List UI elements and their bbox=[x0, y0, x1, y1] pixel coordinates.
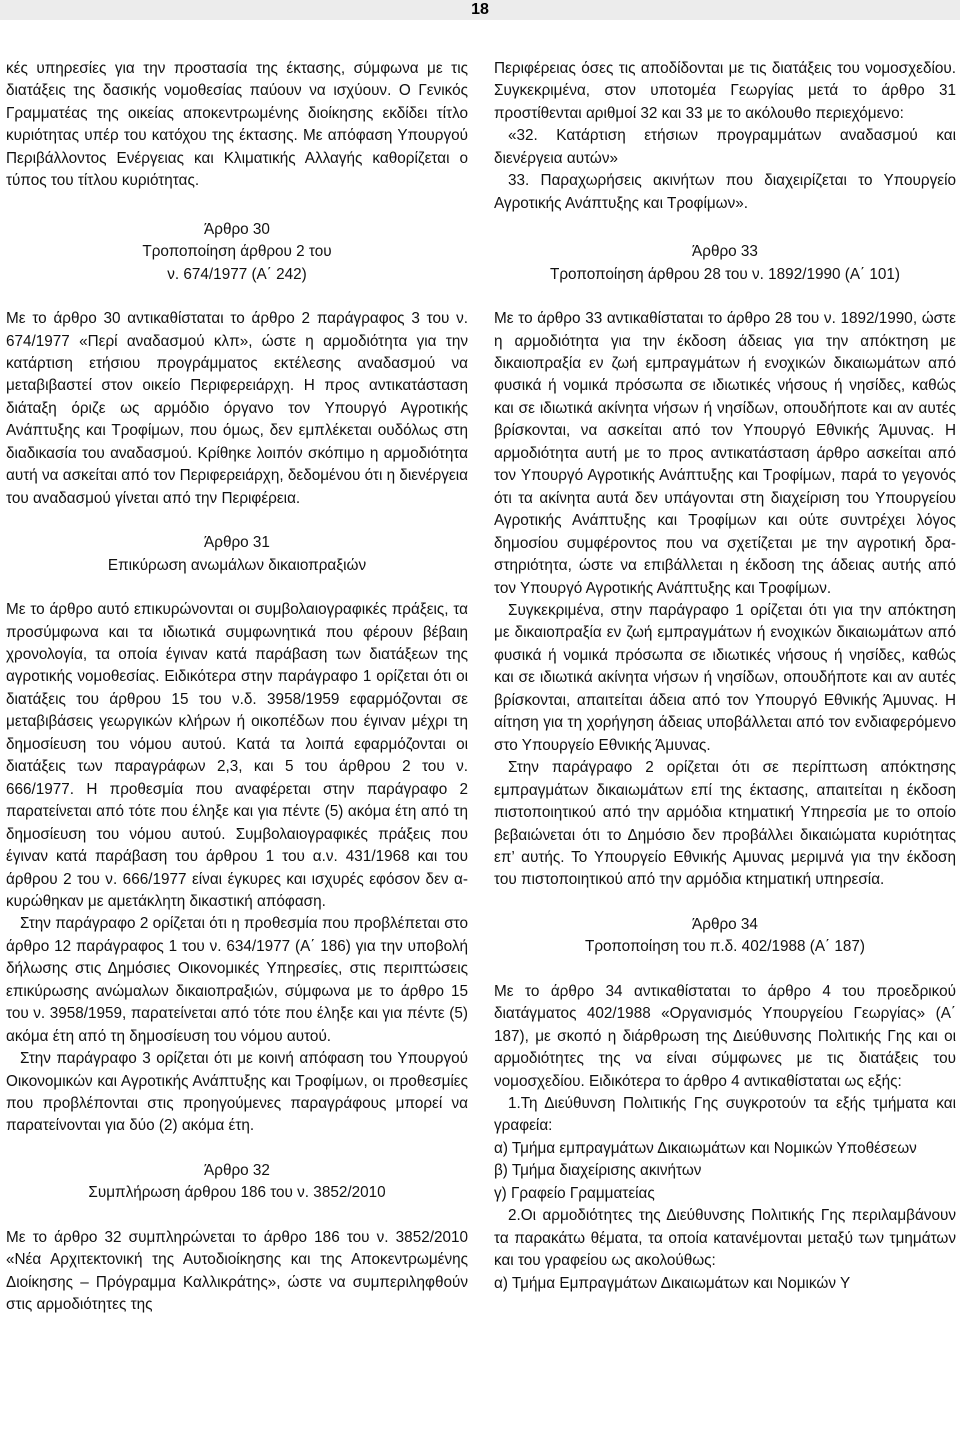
article-31-title: Άρθρο 31 bbox=[204, 534, 270, 552]
intro-paragraph: κές υπηρεσίες για την προστασία της έκτασης, σύμφωνα με τις διατάξεις της δασικής νομοθεσίας παύουν να ισχύουν. Ο Γενικός Γραμματέας της οικείας αποκεντρωμένης διοίκησης εκδίδει τίτλο κυριότητας υπέρ του κατόχου της έκτασης. Με απόφαση Υπουργού Περιβάλλοντος Ενέργειας και Κλιματικής Αλλαγής καθορίζεται ο τύπος του τίτλου κυριότητας. bbox=[6, 60, 468, 190]
list-item-a: α) Τμήμα εμπραγμάτων Δικαιωμάτων και Νομικών Υποθέσεων bbox=[494, 1139, 917, 1157]
article-33-paragraph-1: Με το άρθρο 33 αντικαθίσταται το άρθρο 28 του ν. 1892/1990, ώστε η αρμοδιότητα για την έκδοση άδειας για την απόκτηση με δικαιοπραξία εν ζωή εμπραγμάτων ή ενοχικών δικαιωμάτων από φυσικά ή νομικά πρόσωπα σε ιδιωτικές νήσους ή νησίδες, καθώς και σε ιδιωτικά ακίνητα νήσων ή νησίδων, οπουδήποτε και αν αυτές βρίσκονται, να ασκείται από τον Υπουργό Εθνικής Άμυνας. Η αρμοδιότητα αυτή με το προς αντικατάσταση άρθρο ασκείται από τον Υπουργό Αγροτικής Ανάπτυξης και Τροφίμων, παρά το γεγονός ότι τα ακίνητα αυτά δεν υπάγονται στη διαχείριση του Υπουργείου Αγροτικής Ανάπτυξης και Τροφίμων και ούτε συντρέχει λόγος δημοσίου συμφέροντος που να σχετίζεται με την αγροτική δραστηριότητα, ώστε να επιβάλλεται η έκδοση της άδειας αυτής από τον Υπουργό Αγροτικής Ανάπτυξης και Τροφίμων. bbox=[494, 310, 956, 597]
article-30-subtitle-line1: Τροποποίηση άρθρου 2 του bbox=[142, 243, 332, 261]
intro-paragraph: Περιφέρειας όσες τις αποδίδονται με τις διατάξεις του νομοσχεδίου. Συγκεκριμένα, στον υποτομέα Γεωργίας μετά το άρθρο 31 προστίθενται αριθμοί 32 και 33 με το ακόλουθο περιεχόμενο: bbox=[494, 60, 956, 122]
article-33-subtitle: Τροποποίηση άρθρου 28 του ν. 1892/1990 (Α΄ 101) bbox=[550, 265, 900, 283]
list-item-b: β) Τμήμα διαχείρισης ακινήτων bbox=[494, 1162, 702, 1180]
list-item-33: 33. Παραχωρήσεις ακινήτων που διαχειρίζεται το Υπουργείο Αγροτικής Ανάπτυξης και Τροφίμων». bbox=[494, 172, 956, 212]
article-34-paragraph-3: 2.Οι αρμοδιότητες της Διεύθυνσης Πολιτικής Γης περιλαμβάνουν τα παρακάτω θέματα, τα οποία κατανέμονται μεταξύ των τμημάτων και του γραφείου ως ακολούθως: bbox=[494, 1207, 956, 1270]
article-34-title: Άρθρο 34 bbox=[692, 915, 758, 933]
article-32-body: Με το άρθρο 32 συμπληρώνεται το άρθρο 186 του ν. 3852/2010 «Νέα Αρχιτεκτονική της Αυτοδιοίκησης και της Αποκεντρωμένης Διοίκησης – Πρόγραμμα Καλλικράτης», ώστε να συμπεριληφθούν στις αρμοδιότητες της bbox=[6, 1228, 468, 1314]
article-34-subtitle: Τροποποίηση του π.δ. 402/1988 (Α΄ 187) bbox=[585, 938, 865, 956]
article-30-subtitle-line2: ν. 674/1977 (Α΄ 242) bbox=[167, 265, 307, 283]
left-column bbox=[6, 58, 468, 1317]
list-item-32: «32. Κατάρτιση ετήσιων προγραμμάτων αναδασμού και διενέργεια αυτών» bbox=[494, 127, 956, 167]
right-column bbox=[494, 58, 956, 1295]
article-31-subtitle: Επικύρωση ανωμάλων δικαιοπραξιών bbox=[107, 556, 367, 574]
article-31-paragraph-1: Με το άρθρο αυτό επικυρώνονται οι συμβολαιογραφικές πράξεις, τα προσύμφωνα και τα ιδιωτικά συμφωνητικά που φέρουν βέβαιη χρονολογία, τα οποία έγιναν κατά παράβαση των διατάξεων της αγροτικής νομοθεσίας. Ειδικότερα στην παράγραφο 1 ορίζεται ότι οι διατάξεις του άρθρου 15 του ν.δ. 3958/1959 εφαρμόζονται σε μεταβιβάσεις γεωργικών κλήρων ή οικοπέδων που έγιναν μέχρι τη δημοσίευση του νόμου αυτού. Κατά τα λοιπά εφαρμόζονται οι διατάξεις των παραγράφων 2,3, και 5 του άρθρου 2 του ν. 666/1977. Η προθεσμία που αναφέρεται στην παράγραφο 2 παρατείνεται από τότε που έληξε και για πέντε (5) ακόμα έτη από τη δημοσίευση του νόμου αυτού. Συμβολαιογραφικές πράξεις που έγιναν κατά παράβαση του άρθρου 1 του α.ν. 431/1968 και του άρθρου 2 του ν. 666/1977 είναι έγκυρες και ισχυρές εφόσον δεν ακυρώθηκαν με αμετάκλητη δικαστική απόφαση. bbox=[6, 601, 468, 910]
page-number: 18 bbox=[0, 0, 960, 20]
article-32-subtitle: Συμπλήρωση άρθρου 186 του ν. 3852/2010 bbox=[88, 1184, 386, 1202]
article-30-body: Με το άρθρο 30 αντικαθίσταται το άρθρο 2 παράγραφος 3 του ν. 674/1977 «Περί αναδασμού κλπ», ώστε η αρμοδιότητα για την κατάρτιση ετήσιου προγράμματος εκτέλεσης αναδασμού να μεταβιβαστεί στον οικείο Περιφερειάρχη. Η προς αντικατάσταση διάταξη όριζε ως αρμόδιο όργανο τον Υπουργό Αγροτικής Ανάπτυξης και Τροφίμων, που όμως, δεν εμπλέκεται ουδόλως στη διαδικασία του αναδασμού. Κρίθηκε λοιπόν σκόπιμο η αρμοδιότητα αυτή να ασκείται από τον Περιφερειάρχη, δεδομένου ότι η διενέργεια του αναδασμού γίνεται από την Περιφέρεια. bbox=[6, 310, 468, 507]
article-33-title: Άρθρο 33 bbox=[692, 243, 758, 261]
article-30-title: Άρθρο 30 bbox=[204, 220, 270, 238]
article-32-title: Άρθρο 32 bbox=[204, 1161, 270, 1179]
article-31-paragraph-2: Στην παράγραφο 2 ορίζεται ότι η προθεσμία που προβλέπεται στο άρθρο 12 παράγραφος 1 του ν. 634/1977 (Α΄ 186) για την υποβολή δήλωσης στις Δημόσιες Οικονομικές Υπηρεσίες, στις περιπτώσεις επικύρωσης ανώμαλων δικαιοπραξιών, σύμφωνα με το άρθρο 15 του ν. 3958/1959, παρατείνεται από τότε που έληξε και για πέντε (5) ακόμα έτη από τη δημοσίευση του νόμου αυτού. bbox=[6, 915, 468, 1045]
list-item-c: γ) Γραφείο Γραμματείας bbox=[494, 1184, 655, 1202]
article-34-paragraph-2: 1.Τη Διεύθυνση Πολιτικής Γης συγκροτούν τα εξής τμήματα και γραφεία: bbox=[494, 1095, 956, 1135]
article-33-paragraph-2: Συγκεκριμένα, στην παράγραφο 1 ορίζεται ότι για την απόκτηση με δικαιοπραξία εν ζωή εμπραγμάτων ή ενοχικών δικαιωμάτων από φυσικά ή νομικά πρόσωπα σε ιδιωτικές νήσους ή νησίδες, καθώς και σε ιδιωτικά ακίνητα νήσων ή νησίδων, οπουδήποτε και αν αυτές βρίσκονται, απαιτείται άδεια από τον Υπουργό Εθνικής Άμυνας. Η αίτηση για τη χορήγηση άδειας υποβάλλεται από τον ενδιαφερόμενο στο Υπουργείο Εθνικής Άμυνας. bbox=[494, 601, 956, 754]
article-34-paragraph-1: Με το άρθρο 34 αντικαθίσταται το άρθρο 4 του προεδρικού διατάγματος 402/1988 «Οργανισμός Υπουργείου Γεωργίας» (Α΄ 187), με σκοπό η διάρθρωση της Διεύθυνσης Πολιτικής Γης και οι αρμοδιότητες της να είναι σύμφωνες με τις διατάξεις του νομοσχεδίου. Ειδικότερα το άρθρο 4 αντικαθίσταται ως εξής: bbox=[494, 982, 956, 1090]
article-34-paragraph-4: α) Τμήμα Εμπραγμάτων Δικαιωμάτων και Νομικών Υ bbox=[494, 1274, 851, 1292]
article-33-paragraph-3: Στην παράγραφο 2 ορίζεται ότι σε περίπτωση απόκτησης εμπραγμάτων δικαιωμάτων επί της έκτασης, απαιτείται η έκδοση πιστοποιητικού από την αρμόδια κτηματική Υπηρεσία με το οποίο βεβαιώνεται ότι το Δημόσιο δεν προβάλλει δικαιώματα κυριότητας επ’ αυτής. Το Υπουργείο Εθνικής Αμυνας μεριμνά για την έκδοση του πιστοποιητικού από την αρμόδια κτηματική υπηρεσία. bbox=[494, 759, 956, 889]
article-31-paragraph-3: Στην παράγραφο 3 ορίζεται ότι με κοινή απόφαση του Υπουργού Οικονομικών και Αγροτικής Ανάπτυξης και Τροφίμων, οι προθεσμίες που προβλέπονται στις προηγούμενες παραγράφους μπορεί να παρατείνονται για δύο (2) ακόμα έτη. bbox=[6, 1050, 468, 1135]
